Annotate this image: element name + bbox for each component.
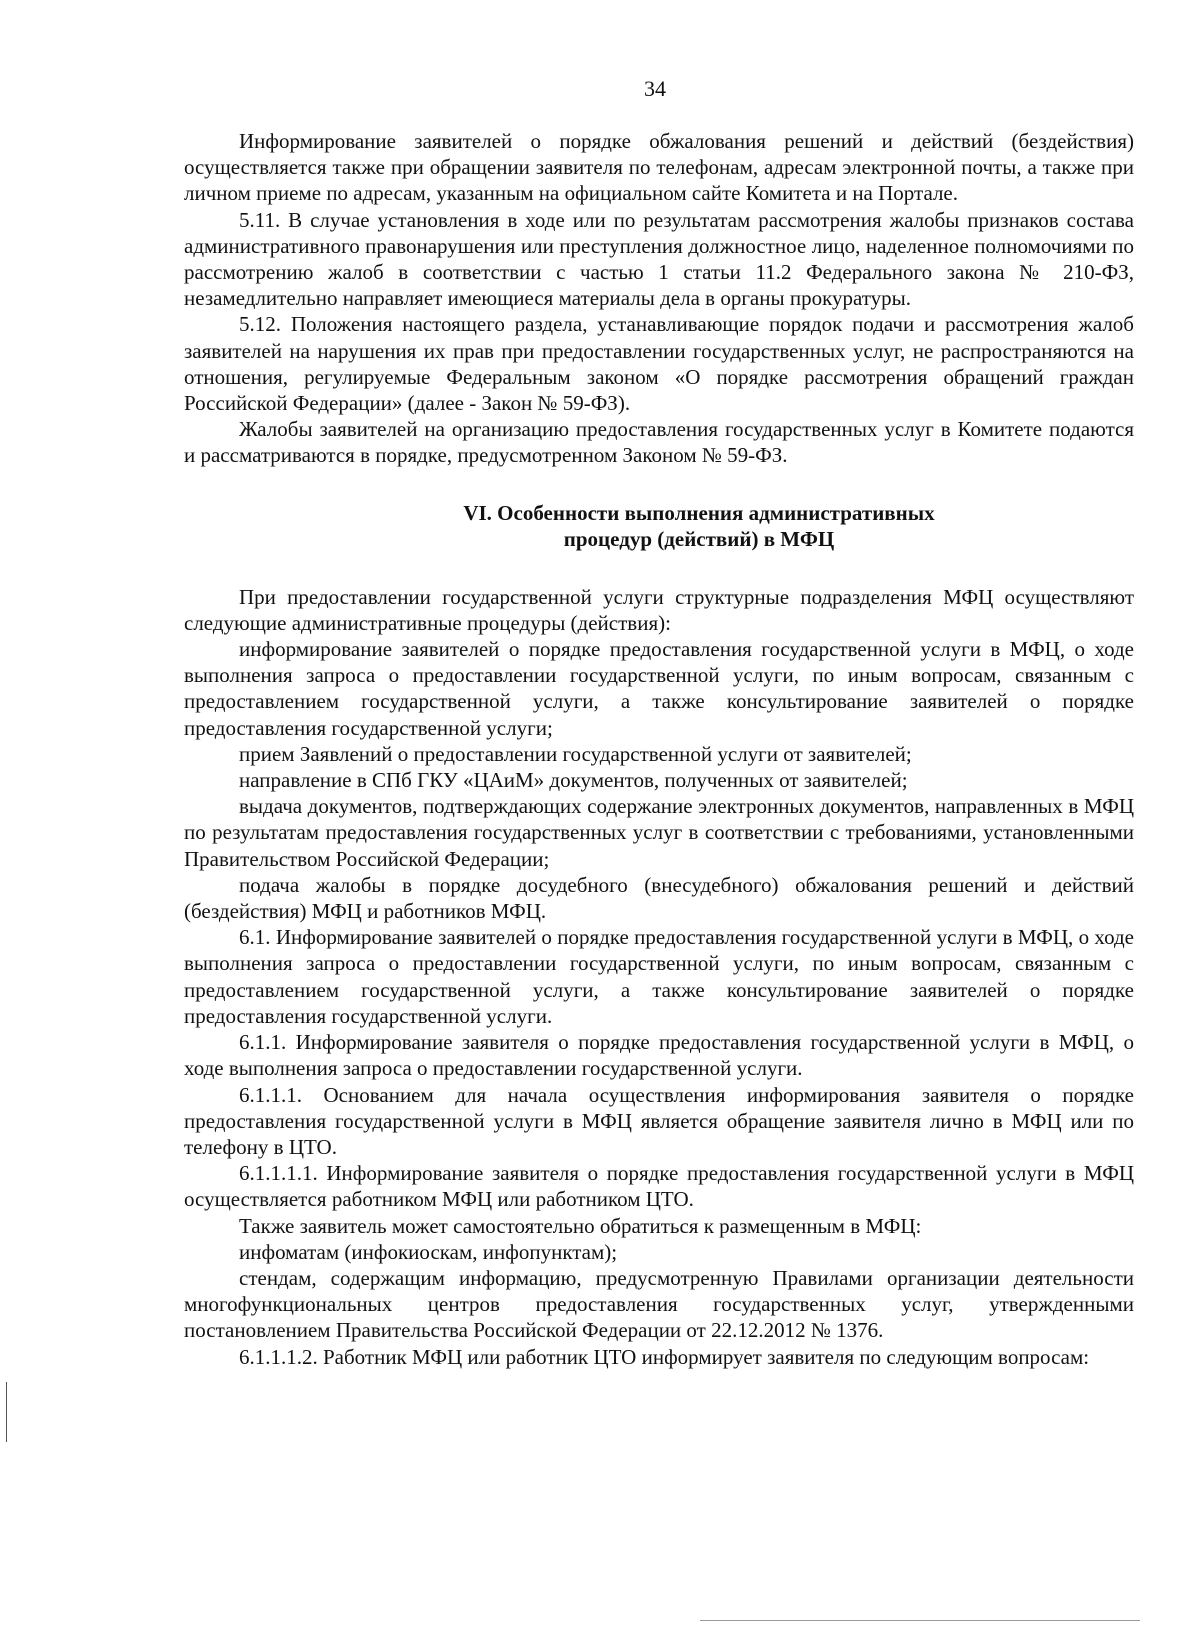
paragraph-5-11: 5.11. В случае установления в ходе или по результатам рассмотрения жалобы признаков состава административного правонарушения или преступления должностное лицо, наделенное полномочиями по рассмотрению жалоб в соответствии с частью 1 статьи 11.2 Федерального закона № 210-ФЗ, незамедлительно направляет имеющиеся материалы дела в органы прокуратуры. [184, 207, 1134, 311]
scan-edge-artifact [6, 1382, 7, 1442]
section-heading-line-2: процедур (действий) в МФЦ [563, 526, 835, 551]
paragraph-6-1-1: 6.1.1. Информирование заявителя о порядке предоставления государственной услуги в МФЦ, о ходе выполнения запроса о предоставлении государственной услуги. [184, 1030, 1134, 1081]
section-heading [184, 500, 1134, 552]
list-item-issuance: выдача документов, подтверждающих содержание электронных документов, направленных в МФЦ по результатам предоставления государственных услуг в соответствии с требованиями, установленными Правительством Российской Федерации; [184, 794, 1134, 871]
list-item-complaint: подача жалобы в порядке досудебного (внесудебного) обжалования решений и действий (бездействия) МФЦ и работников МФЦ. [184, 872, 1134, 924]
list-item-forwarding: направление в СПб ГКУ «ЦАиМ» документов, полученных от заявителей; [239, 768, 908, 793]
list-item-reception: прием Заявлений о предоставлении государственной услуги от заявителей; [239, 741, 912, 766]
paragraph-mfc-procedures-intro: При предоставлении государственной услуги структурные подразделения МФЦ осуществляют следующие административные процедуры (действия): [184, 584, 1134, 635]
section-heading-line-1: VI. Особенности выполнения административных [463, 500, 935, 525]
page-number: 34 [644, 76, 666, 101]
list-item-stands: стендам, содержащим информацию, предусмотренную Правилами организации деятельности многофункциональных центров предоставления государственных услуг, утвержденными постановлением Правительства Российской Федерации от 22.12.2012 № 1376. [184, 1265, 1134, 1343]
paragraph-5-12: 5.12. Положения настоящего раздела, устанавливающие порядок подачи и рассмотрения жалоб заявителей на нарушения их прав при предоставлении государственных услуг, не распространяются на отношения, регулируемые Федеральным законом «О порядке рассмотрения обращений граждан Российской Федерации» (далее - Закон № 59-ФЗ). [184, 312, 1134, 416]
paragraph-6-1-1-1: 6.1.1.1. Основанием для начала осуществления информирования заявителя о порядке предоставления государственной услуги в МФЦ является обращение заявителя лично в МФЦ или по телефону в ЦТО. [184, 1082, 1134, 1159]
paragraph-self-service: Также заявитель может самостоятельно обратиться к размещенным в МФЦ: [239, 1213, 922, 1238]
paragraph-6-1-1-1-2: 6.1.1.1.2. Работник МФЦ или работник ЦТО информирует заявителя по следующим вопросам: [239, 1344, 1090, 1369]
paragraph-6-1-1-1-1: 6.1.1.1.1. Информирование заявителя о порядке предоставления государственной услуги в МФЦ осуществляется работником МФЦ или работником ЦТО. [184, 1161, 1134, 1212]
list-item-informing: информирование заявителей о порядке предоставления государственной услуги в МФЦ, о ходе выполнения запроса о предоставлении государственной услуги, по иным вопросам, связанным с предоставлением государственной услуги, а также консультирование заявителей о порядке предоставления государственной услуги; [184, 637, 1134, 740]
scan-bottom-artifact [700, 1620, 1140, 1621]
paragraph-6-1: 6.1. Информирование заявителей о порядке предоставления государственной услуги в МФЦ, о ходе выполнения запроса о предоставлении государственной услуги, по иным вопросам, связанным с предоставлением государственной услуги, а также консультирование заявителей о порядке предоставления государственной услуги. [184, 925, 1134, 1028]
paragraph-appeal-information: Информирование заявителей о порядке обжалования решений и действий (бездействия) осуществляется также при обращении заявителя по телефонам, адресам электронной почты, а также при личном приеме по адресам, указанным на официальном сайте Комитета и на Портале. [184, 129, 1134, 206]
document-body [184, 128, 1134, 1370]
paragraph-complaints-59-fz: Жалобы заявителей на организацию предоставления государственных услуг в Комитете подаются и рассматриваются в порядке, предусмотренном Законом № 59-ФЗ. [184, 417, 1134, 468]
list-item-infomats: инфоматам (инфокиоскам, инфопунктам); [239, 1239, 618, 1264]
